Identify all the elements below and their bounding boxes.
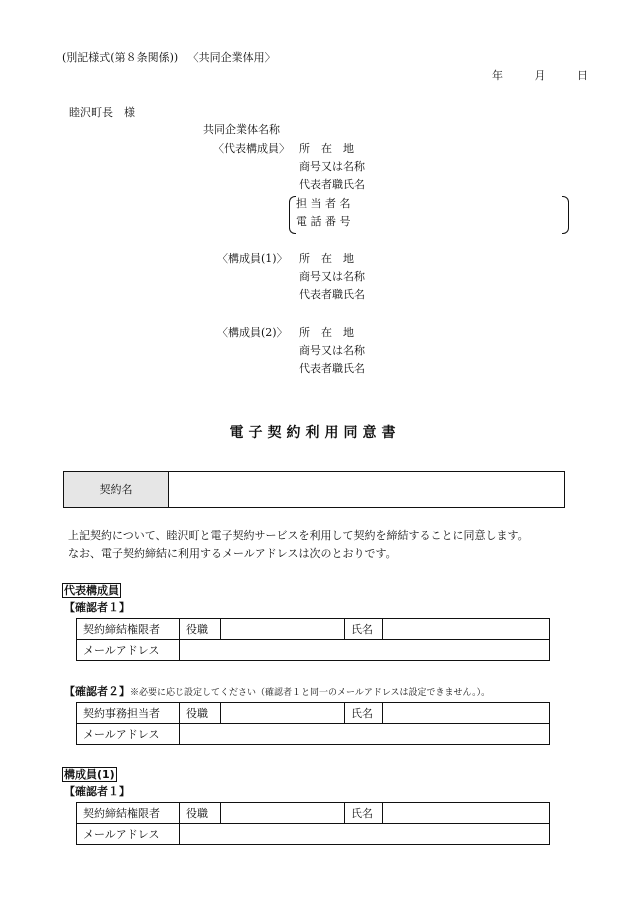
rep-confirmer1-table [76, 618, 550, 661]
mem1-rep-label: 代表者職氏名 [299, 288, 365, 301]
signer-authority-label: 契約締結権限者 [77, 619, 180, 640]
mem2-company-label: 商号又は名称 [299, 344, 365, 357]
email-label: メールアドレス [77, 724, 180, 745]
contract-name-label: 契約名 [64, 472, 169, 508]
mem1-confirmer1-heading: 【確認者１】 [64, 785, 130, 798]
date-month: 月 [534, 69, 546, 82]
form-reference [62, 52, 276, 63]
rep-confirmer2-note: ※必要に応じ設定してください（確認者１と同一のメールアドレスは設定できません。）。 [130, 688, 491, 698]
member2-label: 〈構成員(2)〉 [217, 326, 288, 339]
mem2-address-label: 所 在 地 [299, 326, 354, 339]
rep-confirmer2-heading [64, 686, 490, 698]
name-value[interactable] [383, 619, 550, 640]
jv-name-label: 共同企業体名称 [203, 123, 280, 136]
date-line [492, 70, 588, 81]
date-day: 日 [577, 69, 588, 82]
form-ref-text: (別記様式(第８条関係)) [62, 51, 179, 64]
position-value[interactable] [221, 619, 345, 640]
contract-name-value[interactable] [169, 472, 565, 508]
email-label: メールアドレス [77, 824, 180, 845]
position-label: 役職 [180, 803, 221, 824]
rep-phone-label: 電 話 番 号 [296, 215, 351, 228]
email-value[interactable] [180, 824, 550, 845]
rep-section-heading: 代表構成員 [64, 584, 119, 597]
name-label: 氏名 [345, 703, 383, 724]
mem1-address-label: 所 在 地 [299, 252, 354, 265]
position-label: 役職 [180, 703, 221, 724]
position-value[interactable] [221, 703, 345, 724]
clerk-label: 契約事務担当者 [77, 703, 180, 724]
mem1-confirmer1-table [76, 802, 550, 845]
document-title: 電子契約利用同意書 [229, 425, 401, 441]
right-bracket [562, 196, 569, 234]
consent-text-line1: 上記契約について、睦沢町と電子契約サービスを利用して契約を締結することに同意します。 [68, 529, 529, 542]
date-year: 年 [492, 69, 503, 82]
mem1-section-heading: 構成員(1) [64, 768, 115, 781]
name-value[interactable] [383, 803, 550, 824]
position-value[interactable] [221, 803, 345, 824]
rep-name-label: 代表者職氏名 [299, 178, 365, 191]
form-type-text: 〈共同企業体用〉 [187, 51, 276, 64]
rep-address-label: 所 在 地 [299, 142, 354, 155]
contract-name-table [63, 471, 565, 508]
email-value[interactable] [180, 724, 550, 745]
addressee: 睦沢町長 様 [69, 106, 135, 119]
rep-confirmer1-heading: 【確認者１】 [64, 601, 130, 614]
consent-text-line2: なお、電子契約締結に利用するメールアドレスは次のとおりです。 [68, 547, 397, 560]
representative-label: 〈代表構成員〉 [213, 142, 290, 155]
rep-confirmer2-table [76, 702, 550, 745]
left-bracket [289, 196, 296, 234]
rep-company-label: 商号又は名称 [299, 160, 365, 173]
mem1-company-label: 商号又は名称 [299, 270, 365, 283]
rep-person-label: 担 当 者 名 [296, 197, 351, 210]
signer-authority-label: 契約締結権限者 [77, 803, 180, 824]
email-value[interactable] [180, 640, 550, 661]
email-label: メールアドレス [77, 640, 180, 661]
name-value[interactable] [383, 703, 550, 724]
name-label: 氏名 [345, 803, 383, 824]
member1-label: 〈構成員(1)〉 [217, 252, 288, 265]
position-label: 役職 [180, 619, 221, 640]
rep-confirmer2-label: 【確認者２】 [64, 685, 130, 698]
mem2-rep-label: 代表者職氏名 [299, 362, 365, 375]
name-label: 氏名 [345, 619, 383, 640]
